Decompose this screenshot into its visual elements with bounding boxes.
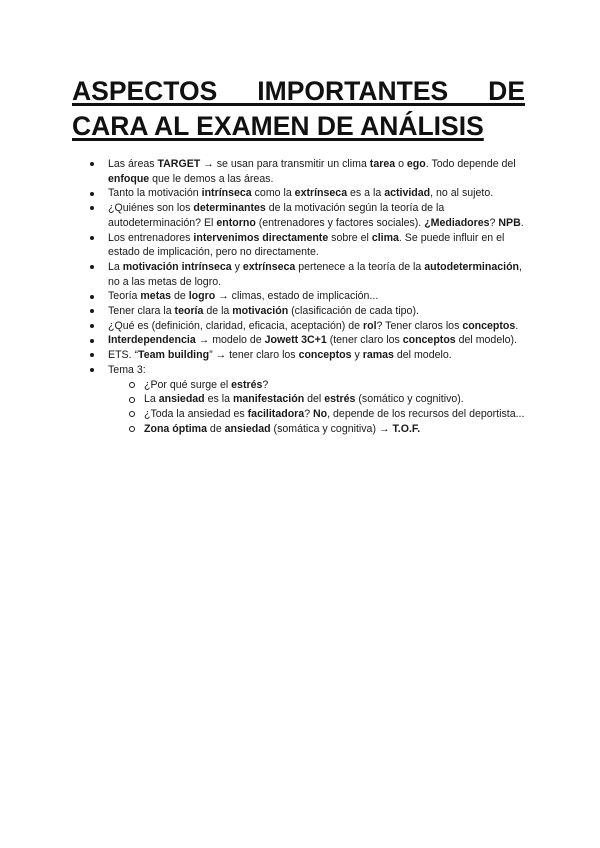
text-run: ETS. “ xyxy=(108,349,139,362)
list-item xyxy=(72,260,532,289)
text-run: de la xyxy=(203,305,233,318)
text-run: o xyxy=(395,158,407,170)
text-run: (somático y cognitivo). xyxy=(355,393,464,406)
bold-text: ansiedad xyxy=(158,393,205,406)
bold-text: ego xyxy=(406,158,426,170)
text-run: . Se puede influir en el estado de implicación, pero no directamente. xyxy=(108,231,505,259)
bold-text: ansiedad xyxy=(224,422,271,435)
bold-text: enfoque xyxy=(108,172,150,185)
text-run: (entrenadores y factores sociales). xyxy=(255,216,425,229)
text-run: → modelo de xyxy=(195,334,265,347)
title-line-1: ASPECTOS IMPORTANTES DE xyxy=(72,76,525,106)
bold-text: motivación intrínseca xyxy=(122,260,232,273)
bold-text: conceptos xyxy=(462,319,516,332)
text-run: . Todo depende del xyxy=(425,158,516,170)
bold-text: actividad xyxy=(384,187,431,200)
title-line-2: CARA AL EXAMEN DE ANÁLISIS xyxy=(72,111,484,141)
text-run: ” → tener claro los xyxy=(209,349,299,362)
text-run: Tema 3: xyxy=(108,363,146,376)
text-run: pertenece a la teoría de la xyxy=(295,260,425,273)
bold-text: Team building xyxy=(138,349,210,362)
bold-text: Interdependencia xyxy=(108,334,196,347)
text-run: Teoría xyxy=(108,290,141,303)
text-run: y xyxy=(351,349,363,362)
list-item xyxy=(72,231,532,260)
bold-text: logro xyxy=(188,290,216,303)
text-run: de xyxy=(206,422,225,435)
bold-text: ramas xyxy=(362,349,394,362)
list-item xyxy=(72,319,532,334)
text-run: ? xyxy=(489,216,499,229)
text-run: de la motivación según la teoría de la autodeterminación? El xyxy=(108,202,445,229)
text-run: que le demos a las áreas. xyxy=(149,172,274,185)
bold-text: entorno xyxy=(216,216,256,229)
bold-text: Zona óptima xyxy=(144,422,207,435)
list-item xyxy=(72,186,532,201)
bold-text: manifestación xyxy=(232,393,305,406)
text-run: . xyxy=(520,216,524,229)
bold-text: extrínseca xyxy=(242,260,296,273)
text-run: , no a las metas de logro. xyxy=(108,260,522,288)
text-run: ¿Por qué surge el xyxy=(144,378,232,391)
text-run: . xyxy=(515,319,519,332)
list-item xyxy=(72,157,532,186)
text-run: Tanto la motivación xyxy=(108,187,202,200)
text-run: ¿Qué es (definición, claridad, eficacia, aceptación) de xyxy=(108,319,363,332)
bold-text: NPB xyxy=(498,216,521,229)
list-item xyxy=(72,363,532,437)
bold-text: autodeterminación xyxy=(424,260,520,273)
bullet-list xyxy=(72,157,532,436)
bold-text: clima xyxy=(371,231,399,244)
text-run: sobre el xyxy=(328,231,372,244)
text-run: Los entrenadores xyxy=(108,231,194,244)
text-run: La xyxy=(108,260,123,273)
text-run: ? xyxy=(304,407,314,420)
text-run: → climas, estado de implicación... xyxy=(215,290,379,303)
text-run: (clasificación de cada tipo). xyxy=(288,305,419,318)
bold-text: No xyxy=(313,407,328,420)
sub-list-item xyxy=(108,392,532,407)
bold-text: estrés xyxy=(324,393,356,406)
bold-text: determinantes xyxy=(193,202,266,215)
sub-list-item xyxy=(108,407,532,422)
bold-text: intrínseca xyxy=(201,187,252,200)
page-title xyxy=(72,74,525,144)
list-item xyxy=(72,304,532,319)
bold-text: intervenimos directamente xyxy=(193,231,329,244)
bold-text: motivación xyxy=(232,305,289,318)
bold-text: tarea xyxy=(369,158,396,170)
text-run: ¿Toda la ansiedad es xyxy=(144,407,248,420)
text-run: La xyxy=(144,393,159,406)
text-run: es la xyxy=(204,393,233,406)
text-run: → se usan para transmitir un clima xyxy=(200,158,370,170)
bold-text: TARGET xyxy=(157,158,201,170)
text-run: (somática y cognitiva) → xyxy=(270,422,393,435)
sub-list xyxy=(108,378,532,437)
text-run: Tener clara la xyxy=(108,305,175,318)
text-run: del xyxy=(304,393,325,406)
bold-text: Jowett 3C+1 xyxy=(264,334,327,347)
text-run: es a la xyxy=(347,187,385,200)
list-item xyxy=(72,201,532,230)
bold-text: ¿Mediadores xyxy=(424,216,490,229)
bold-text: extrínseca xyxy=(294,187,348,200)
bold-text: estrés xyxy=(231,378,263,391)
text-run: ? xyxy=(262,378,269,391)
text-run: (tener claro los xyxy=(326,334,403,347)
list-item xyxy=(72,333,532,348)
bold-text: conceptos xyxy=(298,349,352,362)
bold-text: facilitadora xyxy=(247,407,305,420)
list-item xyxy=(72,348,532,363)
text-run: , no al sujeto. xyxy=(430,187,494,200)
text-run: de xyxy=(171,290,189,303)
sub-list-item xyxy=(108,378,532,393)
bold-text: conceptos xyxy=(402,334,456,347)
bold-text: teoría xyxy=(174,305,204,318)
sub-list-item xyxy=(108,422,532,437)
text-run: del modelo). xyxy=(455,334,517,347)
text-run: como la xyxy=(251,187,295,200)
list-item xyxy=(72,289,532,304)
text-run: ¿Quiénes son los xyxy=(108,202,194,215)
bold-text: rol xyxy=(362,319,377,332)
text-run: Las áreas xyxy=(108,158,158,170)
text-run: del modelo. xyxy=(393,349,452,362)
text-run: , depende de los recursos del deportista... xyxy=(327,407,525,420)
bold-text: metas xyxy=(140,290,172,303)
text-run: y xyxy=(231,260,243,273)
text-run: ? Tener claros los xyxy=(376,319,463,332)
bold-text: T.O.F. xyxy=(392,422,421,435)
